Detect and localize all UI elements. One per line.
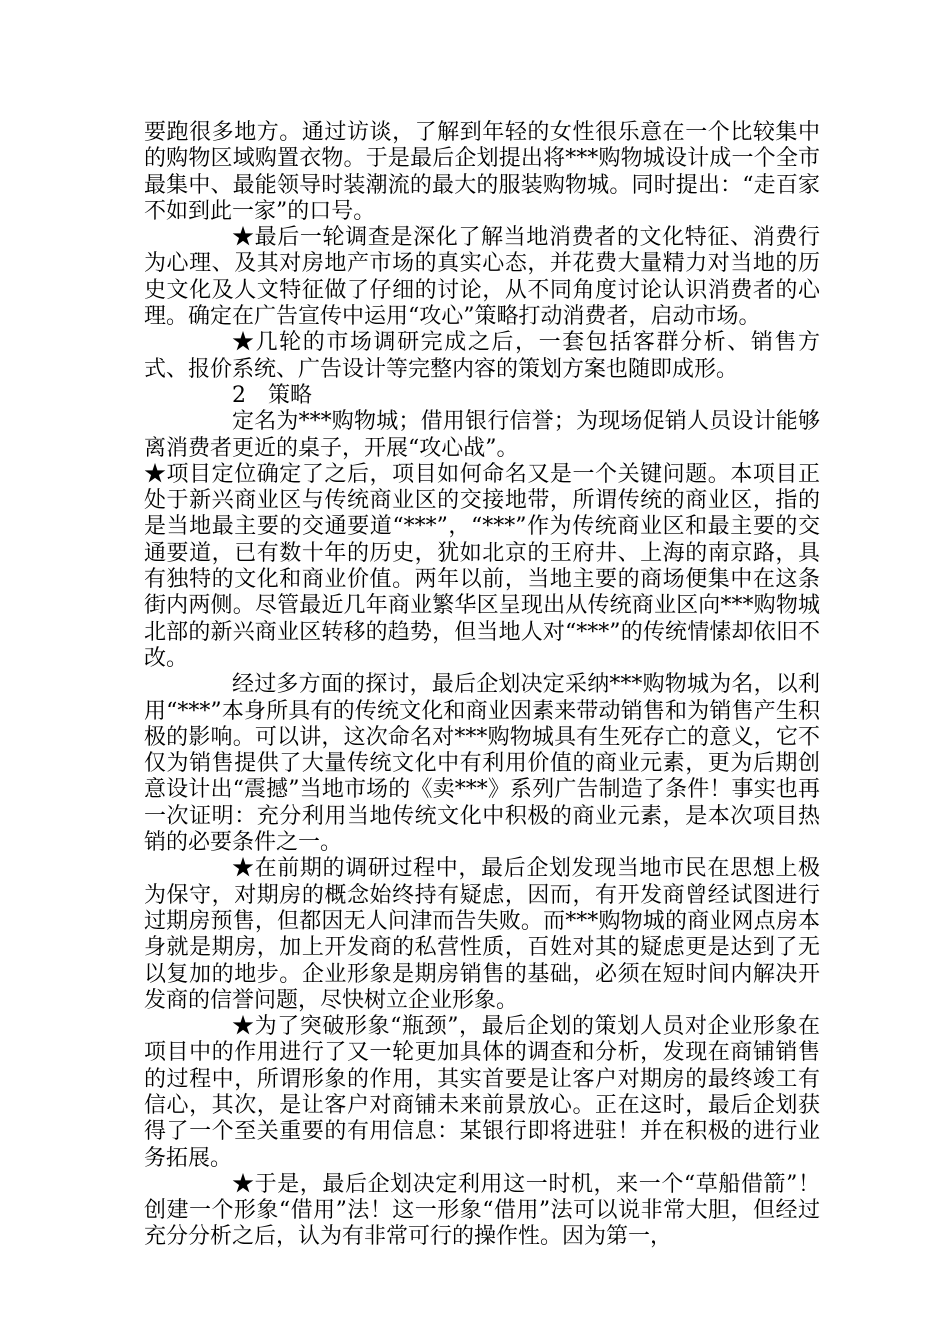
section-number: 2 bbox=[232, 382, 246, 408]
paragraph-3: ★几轮的市场调研完成之后，一套包括客群分析、销售方式、报价系统、广告设计等完整内容的策划方案也随即成形。 bbox=[144, 330, 820, 382]
paragraph-5: 定名为***购物城；借用银行信誉；为现场促销人员设计能够离消费者更近的桌子，开展“攻心战”。 bbox=[144, 409, 820, 461]
paragraph-7: 经过多方面的探讨，最后企划决定采纳***购物城为名，以利用“***”本身所具有的传统文化和商业因素来带动销售和为销售产生积极的影响。可以讲，这次命名对***购物城具有生死存亡的意义，它不仅为销售提供了大量传统文化中有利用价值的商业元素，更为后期创意设计出“震撼”当地市场的《卖***》系列广告制造了条件！事实也再一次证明：充分利用当地传统文化中积极的商业元素，是本次项目热销的必要条件之一。 bbox=[144, 672, 820, 856]
section-heading bbox=[144, 383, 820, 409]
paragraph-8: ★在前期的调研过程中，最后企划发现当地市民在思想上极为保守，对期房的概念始终持有疑虑，因而，有开发商曾经试图进行过期房预售，但都因无人问津而告失败。而***购物城的商业网点房本身就是期房，加上开发商的私营性质，百姓对其的疑虑更是达到了无以复加的地步。企业形象是期房销售的基础，必须在短时间内解决开发商的信誉问题，尽快树立企业形象。 bbox=[144, 856, 820, 1013]
paragraph-1: 要跑很多地方。通过访谈，了解到年轻的女性很乐意在一个比较集中的购物区域购置衣物。于是最后企划提出将***购物城设计成一个全市最集中、最能领导时装潮流的最大的服装购物城。同时提出：“走百家不如到此一家”的口号。 bbox=[144, 120, 820, 224]
document-page bbox=[144, 120, 820, 1251]
paragraph-2: ★最后一轮调查是深化了解当地消费者的文化特征、消费行为心理、及其对房地产市场的真实心态，并花费大量精力对当地的历史文化及人文特征做了仔细的讨论，从不同角度讨论认识消费者的心理。确定在广告宣传中运用“攻心”策略打动消费者，启动市场。 bbox=[144, 225, 820, 330]
paragraph-6: ★项目定位确定了之后，项目如何命名又是一个关键问题。本项目正处于新兴商业区与传统商业区的交接地带，所谓传统的商业区，指的是当地最主要的交通要道“***”，“***”作为传统商业区和最主要的交通要道，已有数十年的历史，犹如北京的王府井、上海的南京路，具有独特的文化和商业价值。两年以前，当地主要的商场便集中在这条街内两侧。尽管最近几年商业繁华区呈现出从传统商业区向***购物城北部的新兴商业区转移的趋势，但当地人对“***”的传统情愫却依旧不改。 bbox=[144, 461, 820, 671]
section-title: 策略 bbox=[268, 382, 313, 408]
paragraph-10: ★于是，最后企划决定利用这一时机，来一个“草船借箭”！创建一个形象“借用”法！这一形象“借用”法可以说非常大胆，但经过充分分析之后，认为有非常可行的操作性。因为第一， bbox=[144, 1171, 820, 1250]
paragraph-9: ★为了突破形象“瓶颈”，最后企划的策划人员对企业形象在项目中的作用进行了又一轮更加具体的调查和分析，发现在商铺销售的过程中，所谓形象的作用，其实首要是让客户对期房的最终竣工有信心，其次，是让客户对商铺未来前景放心。正在这时，最后企划获得了一个至关重要的有用信息：某银行即将进驻！并在积极的进行业务拓展。 bbox=[144, 1014, 820, 1171]
